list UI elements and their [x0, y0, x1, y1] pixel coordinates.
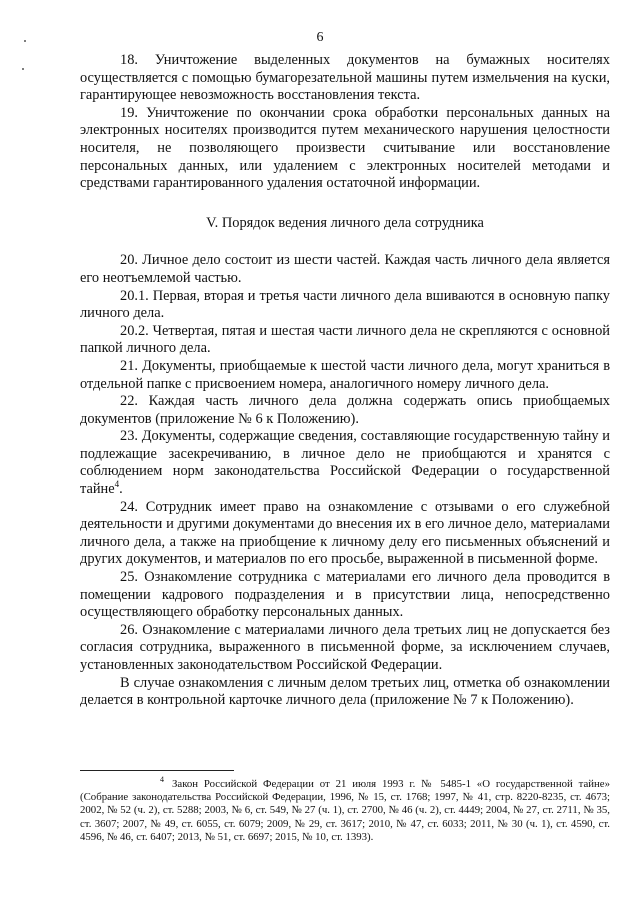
- paragraph-24: 24. Сотрудник имеет право на ознакомление с отзывами о его служебной деятельности и другими документами до внесения их в его личное дело, материалами личного дела, а также на приобщение к личному делу его письменных объяснений и других документов, и материалов по его просьбе, выраженной в письменной форме.: [80, 498, 610, 568]
- paragraph-third-parties: В случае ознакомления с личным делом третьих лиц, отметка об ознакомлении делается в контрольной карточке личного дела (приложение № 7 к Положению).: [80, 674, 610, 709]
- paragraph-26: 26. Ознакомление с материалами личного дела третьих лиц не допускается без согласия сотрудника, выраженного в письменной форме, за исключением случаев, установленных законодательством Российской Федерации.: [80, 621, 610, 673]
- footnote: 4 Закон Российской Федерации от 21 июля 1993 г. № 5485-1 «О государственной тайне» (Собрание законодательства Российской Федерации, 1996, № 15, ст. 1768; 1997, № 41, стр. 8220-8235, ст. 4673; 2002, № 52 (ч. 2), ст. 5288; 2003, № 6, ст. 549, № 27 (ч. 1), ст. 2700, № 46 (ч. 2), ст. 4449; 2004, № 27, ст. 2711, № 35, ст. 3607; 2007, № 49, ст. 6055, ст. 6079; 2009, № 29, ст. 3617; 2010, № 47, ст. 6033; 2011, № 30 (ч. 1), ст. 4590, ст. 4596, № 46, ст. 6407; 2013, № 51, ст. 6697; 2015, № 10, ст. 1393).: [80, 775, 610, 843]
- paragraph-20-2: 20.2. Четвертая, пятая и шестая части личного дела не скрепляются с основной папкой личного дела.: [80, 322, 610, 357]
- paragraph-20-1: 20.1. Первая, вторая и третья части личного дела вшиваются в основную папку личного дела.: [80, 287, 610, 322]
- paragraph-21: 21. Документы, приобщаемые к шестой части личного дела, могут храниться в отдельной папке с присвоением номера, аналогичного номеру личного дела.: [80, 357, 610, 392]
- footnote-divider: [80, 770, 234, 771]
- paragraph-20: 20. Личное дело состоит из шести частей. Каждая часть личного дела является его неотъемлемой частью.: [80, 252, 610, 286]
- document-body: [80, 52, 610, 710]
- section-heading: V. Порядок ведения личного дела сотрудника: [206, 214, 484, 231]
- footnote-text: Закон Российской Федерации от 21 июля 1993 г. № 5485-1 «О государственной тайне» (Собрание законодательства Российской Федерации, 1996, № 15, ст. 1768; 1997, № 41, стр. 8220-8235, ст. 4673; 2002, № 52 (ч. 2), ст. 5288; 2003, № 6, ст. 549, № 27 (ч. 1), ст. 2700, № 46 (ч. 2), ст. 4449; 2004, № 27, ст. 2711, № 35, ст. 3607; 2007, № 49, ст. 6055, ст. 6079; 2009, № 29, ст. 3617; 2010, № 47, ст. 6033; 2011, № 30 (ч. 1), ст. 4590, ст. 4596, № 46, ст. 6407; 2013, № 51, ст. 6697; 2015, № 10, ст. 1393).: [80, 778, 610, 843]
- footnote-reference[interactable]: 4: [114, 479, 120, 490]
- paragraph-25: 25. Ознакомление сотрудника с материалами его личного дела проводится в помещении кадрового подразделения и в присутствии лица, непосредственно осуществляющего обработку персональных данных.: [80, 569, 610, 621]
- paragraph-23-end: .: [119, 481, 123, 498]
- paragraph-22: 22. Каждая часть личного дела должна содержать опись приобщаемых документов (приложение № 6 к Положению).: [80, 393, 610, 427]
- paragraph-18: 18. Уничтожение выделенных документов на бумажных носителях осуществляется с помощью бумагорезательной машины путем измельчения на куски, гарантирующее невозможность восстановления текста.: [80, 52, 610, 104]
- scan-speck: [22, 68, 24, 70]
- paragraph-23: [80, 428, 610, 498]
- paragraph-23-text: 23. Документы, содержащие сведения, составляющие государственную тайну и подлежащие засекречиванию, в личное дело не приобщаются и хранятся с соблюдением норм законодательства Российской Федерации о государственной тайне: [80, 428, 610, 498]
- page-number: 6: [316, 30, 324, 45]
- paragraph-19: 19. Уничтожение по окончании срока обработки персональных данных на электронных носителях производится путем механического нарушения целостности носителя, не позволяющего произвести считывание или восстановление персональных данных, или удалением с электронных носителей методами и средствами гарантированного удаления остаточной информации.: [80, 104, 610, 192]
